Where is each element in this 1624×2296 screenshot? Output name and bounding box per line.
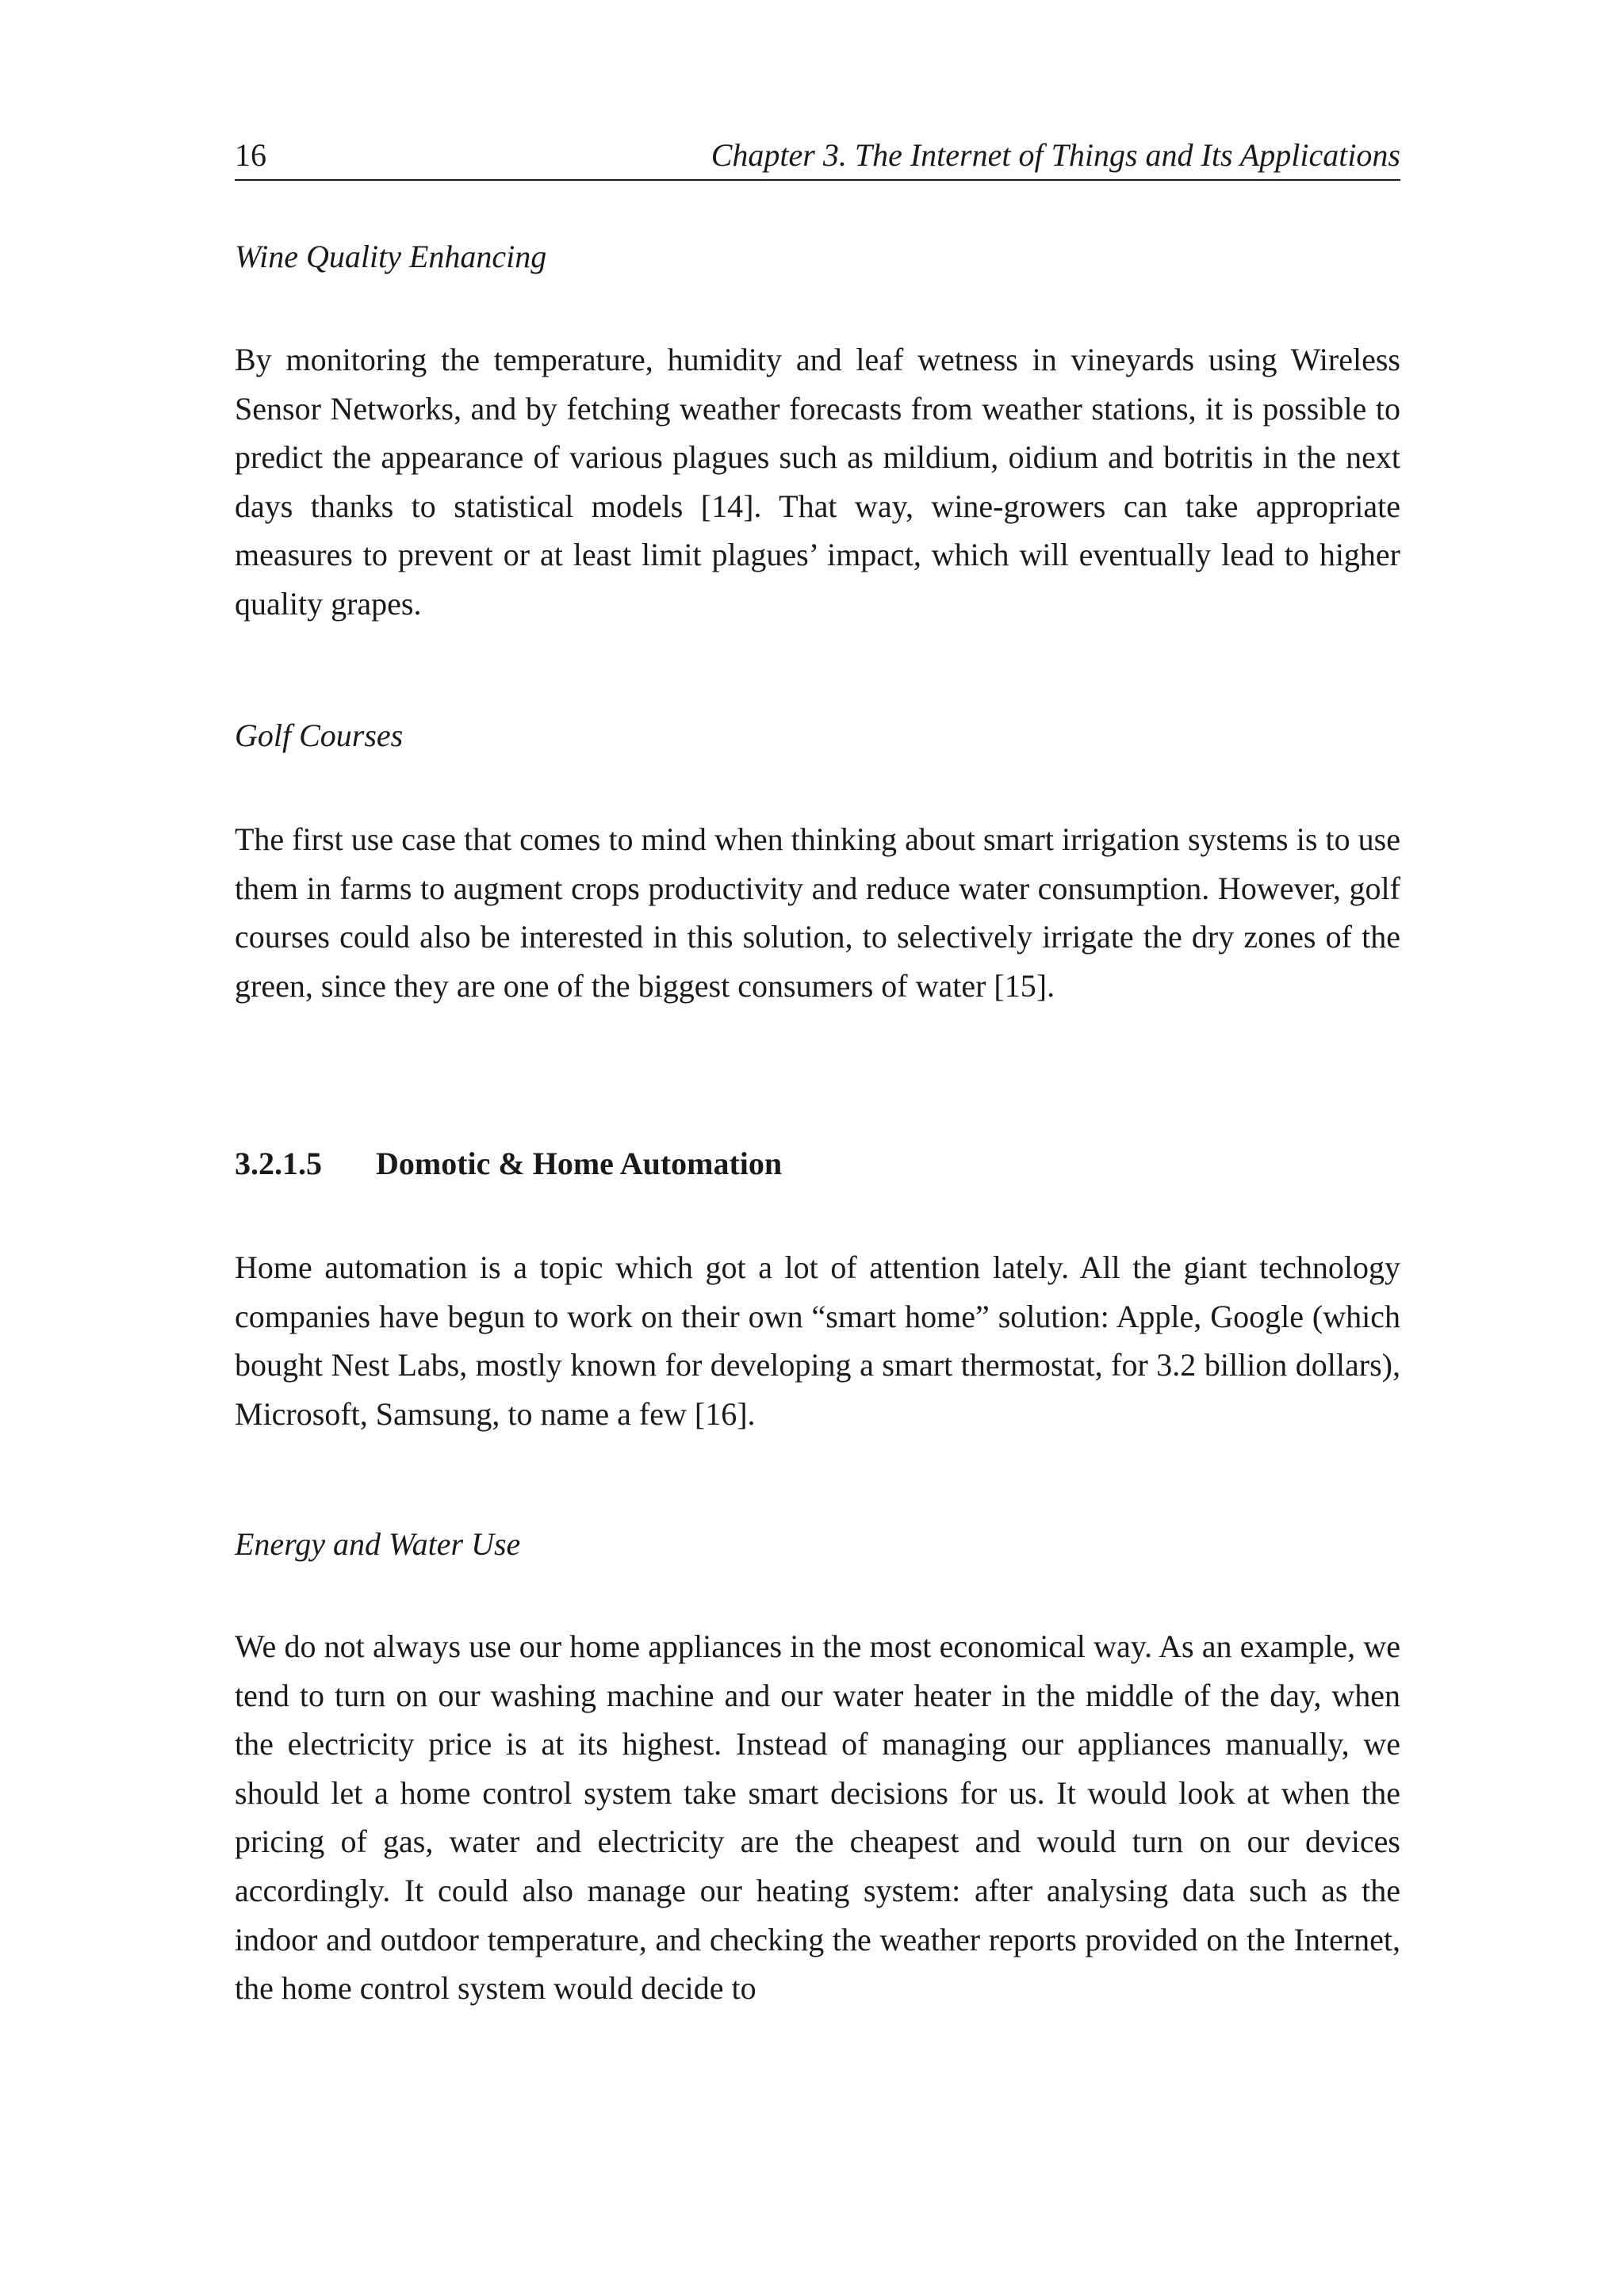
paragraph-golf-courses: The first use case that comes to mind when thinking about smart irrigation systems is to use them in farms to augment crops productivity and reduce water consumption. However, golf courses could also be interested in this solution, to selectively irrigate the dry zones of the green, since they are one of the biggest consumers of water [15]. — [235, 821, 1400, 1004]
paragraph-wine-quality: By monitoring the temperature, humidity and leaf wetness in vineyards using Wireless Sensor Networks, and by fetching weather forecasts from weather stations, it is possible to predict the appearance of various plagues such as mildium, oidium and botritis in the next days thanks to statistical models [14]. That way, wine-growers can take appropriate measures to prevent or at least limit plagues’ impact, which will eventually lead to higher quality grapes. — [235, 342, 1400, 622]
paragraph-energy-water: We do not always use our home appliances in the most economical way. As an example, we tend to turn on our washing machine and our water heater in the middle of the day, when the electricity price is at its highest. Instead of managing our appliances manually, we should let a home control system take smart decisions for us. It would look at when the pricing of gas, water and electricity are the cheapest and would turn on our devices accordingly. It could also manage our heating system: after analysing data such as the indoor and outdoor temperature, and checking the weather reports provided on the Internet, the home control system would decide to — [235, 1628, 1400, 2007]
paragraph-home-automation: Home automation is a topic which got a lot of attention lately. All the giant technology companies have begun to work on their own “smart home” solution: Apple, Google (which bought Nest Labs, mostly known for developing a smart thermostat, for 3.2 billion dollars), Microsoft, Samsung, to name a few [16]. — [235, 1249, 1400, 1432]
chapter-title: Chapter 3. The Internet of Things and Its Applications — [710, 137, 1400, 173]
subheading-energy-water: Energy and Water Use — [235, 1526, 521, 1562]
subheading-golf-courses: Golf Courses — [235, 718, 404, 753]
section-heading — [235, 1143, 782, 1184]
running-header — [235, 135, 1400, 181]
section-number: 3.2.1.5 — [235, 1146, 322, 1181]
subheading-wine-quality: Wine Quality Enhancing — [235, 239, 547, 274]
section-title: Domotic & Home Automation — [376, 1146, 783, 1181]
page-number: 16 — [235, 137, 266, 173]
